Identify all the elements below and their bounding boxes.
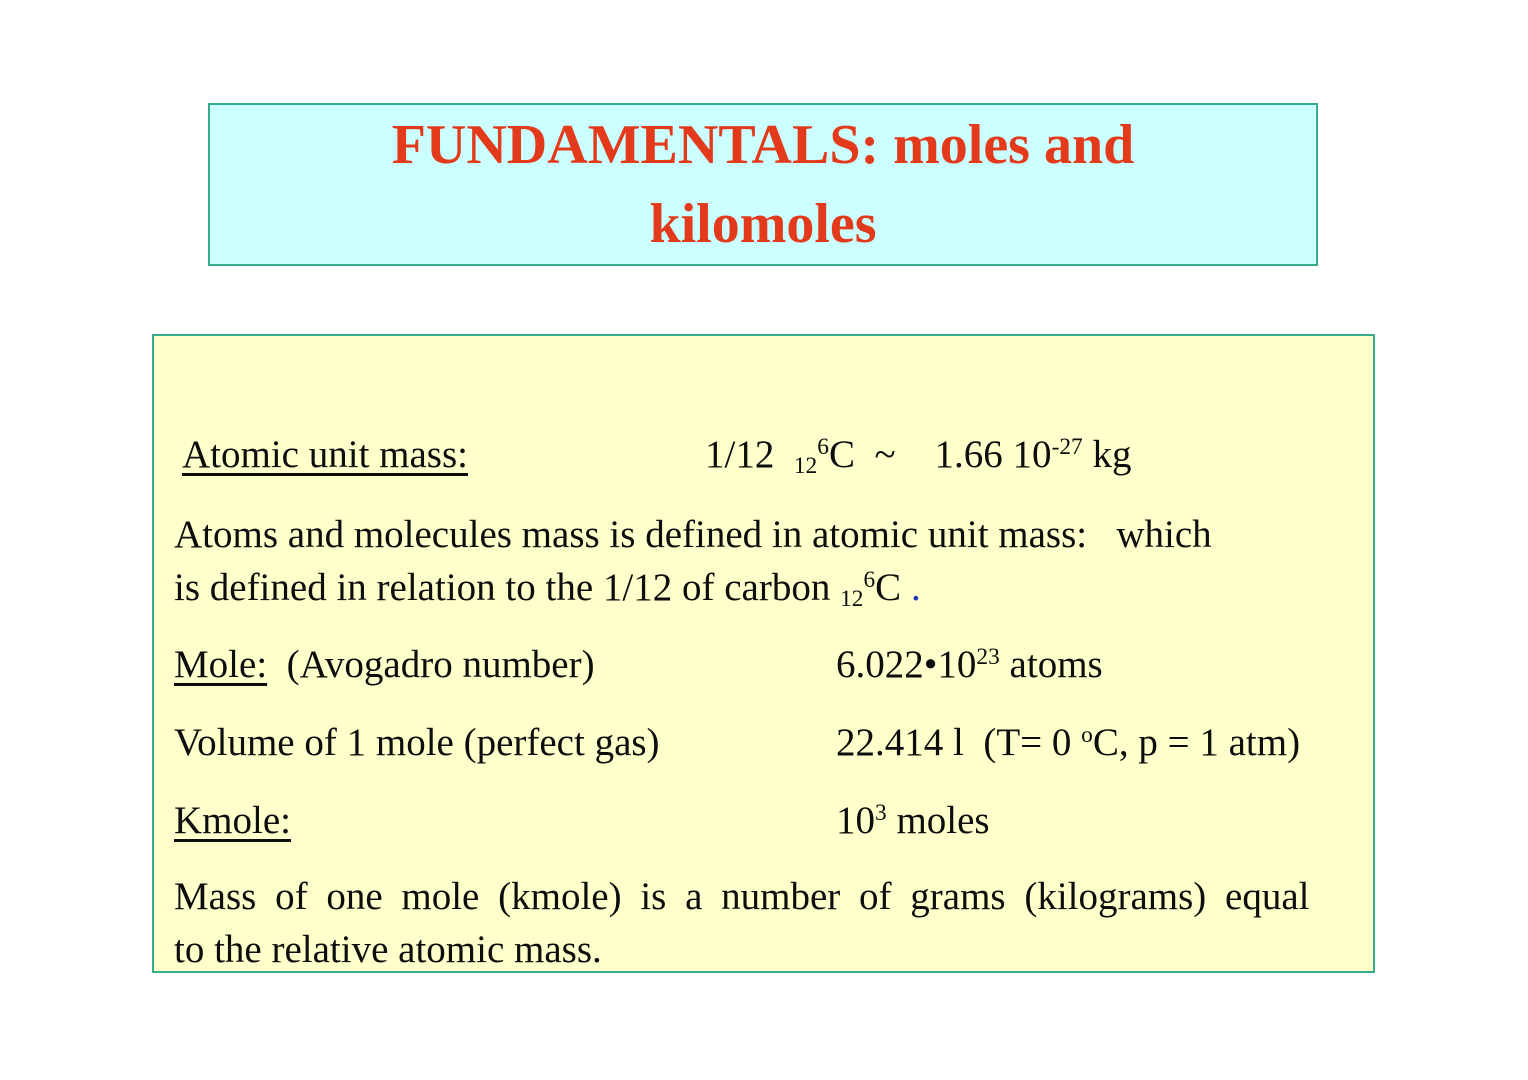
kmole-label: Kmole: — [174, 799, 291, 842]
atomic-unit-mass-label: Atomic unit mass: — [182, 433, 468, 476]
row-kmole — [154, 794, 1373, 850]
volume-label: Volume of 1 mole (perfect gas) — [174, 721, 660, 764]
paragraph-mass-definition: Mass of one mole (kmole) is a number of grams (kilograms) equal to the relative atomic mass. — [174, 875, 1310, 971]
row-volume — [154, 716, 1373, 772]
kmole-value: $10^3$ moles — [836, 799, 990, 842]
atomic-unit-mass-value: 1/12 $_{12}^6$C ~ 1.66 $10^{-27}$ kg — [705, 433, 1132, 479]
content-box — [152, 334, 1375, 973]
row-mole — [154, 638, 1373, 694]
paragraph-atomic-definition: Atoms and molecules mass is defined in atomic unit mass: which is defined in relation to the 1/12 of carbon $_{12}^6$C . — [174, 513, 1212, 612]
row-atomic-unit-mass — [154, 428, 1373, 484]
slide-title-line-1: FUNDAMENTALS: moles and — [391, 113, 1135, 176]
mole-value: $6.022•10^{23}$ atoms — [836, 643, 1103, 686]
volume-value: 22.414 l (T= 0 $^o$C, p = 1 atm) — [836, 721, 1301, 764]
slide-title-line-2: kilomoles — [649, 192, 877, 255]
mole-label: Mole: (Avogadro number) — [174, 643, 595, 686]
title-box — [208, 103, 1318, 266]
